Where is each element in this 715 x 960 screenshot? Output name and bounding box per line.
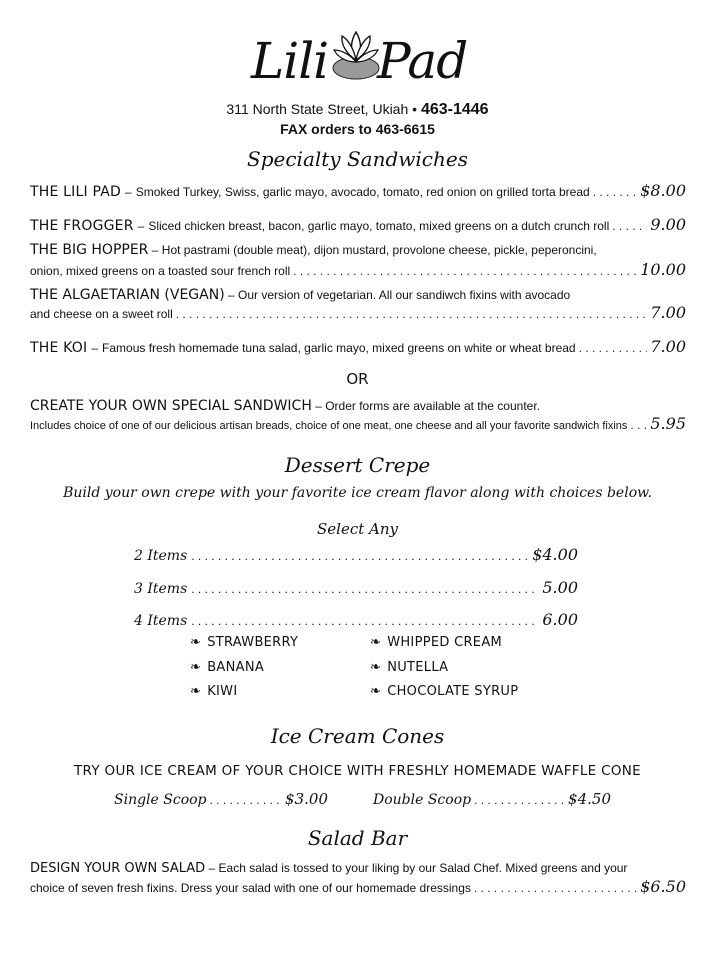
- lotus-flower-icon: [331, 24, 381, 84]
- dot-leader: [191, 614, 538, 628]
- fleuron-bullet-icon: ❧: [190, 684, 202, 699]
- dot-leader: [191, 549, 528, 563]
- dash: –: [125, 185, 132, 199]
- dot-leader: [612, 219, 647, 233]
- single-scoop-line: [114, 790, 328, 808]
- salad-line1: [30, 861, 627, 876]
- phone-number: 463-1446: [420, 101, 489, 118]
- address-line: [0, 101, 715, 119]
- lili-pad-logo: [245, 22, 475, 100]
- item-description-cont: choice of seven fresh fixins. Dress your salad with one of our homemade dressings: [30, 881, 471, 895]
- item-price: $6.50: [640, 877, 686, 896]
- ice-cream-cones-title: Ice Cream Cones: [270, 724, 445, 748]
- fleuron-bullet-icon: ❧: [370, 660, 382, 675]
- item-description-cont: onion, mixed greens on a toasted sour french roll: [30, 264, 291, 278]
- item-name: THE BIG HOPPER: [30, 242, 149, 258]
- tier-price: 6.00: [542, 610, 578, 629]
- item-description: Each salad is tossed to your liking by our Salad Chef. Mixed greens and your: [218, 861, 628, 875]
- dot-leader: [474, 881, 637, 895]
- scoop-price: $3.00: [285, 790, 328, 808]
- topping-label: BANANA: [207, 660, 265, 675]
- fleuron-bullet-icon: ❧: [370, 684, 382, 699]
- fax-line: FAX orders to 463-6615: [280, 121, 435, 137]
- topping-chocolate-syrup: [370, 684, 518, 699]
- dash: –: [315, 399, 326, 413]
- item-price: 5.95: [650, 414, 686, 433]
- item-description: Smoked Turkey, Swiss, garlic mayo, avocado, tomato, red onion on grilled torta bread: [135, 185, 590, 199]
- topping-label: KIWI: [207, 684, 238, 699]
- tier-price: 5.00: [542, 578, 578, 597]
- topping-label: WHIPPED CREAM: [387, 635, 503, 650]
- item-price: 7.00: [650, 337, 686, 356]
- address: 311 North State Street, Ukiah: [226, 101, 409, 117]
- fleuron-bullet-icon: ❧: [190, 635, 202, 650]
- item-name: DESIGN YOUR OWN SALAD: [30, 861, 206, 876]
- menu-item-lili-pad: [30, 181, 686, 200]
- item-name: THE ALGAETARIAN (VEGAN): [30, 287, 225, 303]
- create-your-own-line1: [30, 398, 540, 414]
- create-your-own-line2: [30, 414, 686, 433]
- salad-line2: [30, 877, 686, 896]
- crepe-subtitle: Build your own crepe with your favorite ice cream flavor along with choices below.: [63, 485, 652, 501]
- item-price: 10.00: [640, 260, 686, 279]
- dot-leader: [210, 793, 283, 807]
- dash: –: [137, 219, 145, 233]
- dot-leader: [474, 793, 565, 807]
- item-name: THE LILI PAD: [30, 184, 121, 200]
- dash: –: [151, 243, 162, 257]
- item-price: 9.00: [650, 215, 686, 234]
- logo-word-lili: Lili: [251, 32, 329, 90]
- item-price: 7.00: [650, 303, 686, 322]
- topping-kiwi: [190, 684, 237, 699]
- specialty-sandwiches-title: Specialty Sandwiches: [247, 147, 468, 171]
- dot-leader: [579, 341, 648, 355]
- menu-item-big-hopper-line2: [30, 260, 686, 279]
- waffle-cone-banner: TRY OUR ICE CREAM OF YOUR CHOICE WITH FRESHLY HOMEMADE WAFFLE CONE: [74, 763, 641, 779]
- topping-strawberry: [190, 635, 298, 650]
- dot-leader: [593, 185, 637, 199]
- topping-whipped-cream: [370, 635, 502, 650]
- fleuron-bullet-icon: ❧: [370, 635, 382, 650]
- item-description-cont: Includes choice of one of our delicious artisan breads, choice of one meat, one cheese and all your favorite sandwich fixins: [30, 420, 628, 432]
- tier-price: $4.00: [532, 545, 578, 564]
- or-divider: OR: [346, 370, 369, 388]
- select-any-label: Select Any: [317, 520, 398, 538]
- item-name: THE FROGGER: [30, 218, 134, 234]
- menu-item-algaetarian-line1: [30, 287, 570, 303]
- scoop-label: Single Scoop: [114, 792, 207, 808]
- item-description: Famous fresh homemade tuna salad, garlic mayo, mixed greens on white or wheat bread: [102, 341, 576, 355]
- scoop-price: $4.50: [568, 790, 611, 808]
- dot-leader: [191, 582, 538, 596]
- dash: –: [228, 288, 239, 302]
- menu-item-algaetarian-line2: [30, 303, 686, 322]
- item-name: THE KOI: [30, 340, 88, 356]
- dot-leader: [293, 264, 637, 278]
- crepe-tier-4: [134, 610, 578, 629]
- item-price: $8.00: [640, 181, 686, 200]
- double-scoop-line: [373, 790, 611, 808]
- crepe-tier-2: [134, 545, 578, 564]
- salad-bar-title: Salad Bar: [307, 826, 408, 850]
- item-description-cont: and cheese on a sweet roll: [30, 307, 173, 321]
- menu-item-frogger: [30, 215, 686, 234]
- topping-banana: [190, 660, 264, 675]
- crepe-tier-3: [134, 578, 578, 597]
- menu-item-big-hopper-line1: [30, 242, 597, 258]
- tier-label: 3 Items: [134, 581, 188, 597]
- dash: –: [208, 861, 219, 875]
- item-description: Sliced chicken breast, bacon, garlic mayo, tomato, mixed greens on a dutch crunch roll: [148, 219, 610, 233]
- topping-label: CHOCOLATE SYRUP: [387, 684, 519, 699]
- topping-label: STRAWBERRY: [207, 635, 299, 650]
- logo-word-pad: Pad: [377, 32, 468, 90]
- menu-item-koi: [30, 337, 686, 356]
- scoop-label: Double Scoop: [373, 792, 472, 808]
- fleuron-bullet-icon: ❧: [190, 660, 202, 675]
- dash: –: [91, 341, 99, 355]
- topping-label: NUTELLA: [387, 660, 449, 675]
- tier-label: 2 Items: [134, 548, 188, 564]
- item-name: CREATE YOUR OWN SPECIAL SANDWICH: [30, 398, 312, 414]
- item-description: Hot pastrami (double meat), dijon mustard, provolone cheese, pickle, peperoncini,: [161, 243, 597, 257]
- topping-nutella: [370, 660, 448, 675]
- item-description: Order forms are available at the counter.: [325, 399, 540, 413]
- dessert-crepe-title: Dessert Crepe: [284, 453, 431, 477]
- tier-label: 4 Items: [134, 613, 188, 629]
- dot-separator: •: [412, 101, 421, 117]
- dot-leader: [630, 418, 647, 432]
- item-description: Our version of vegetarian. All our sandiwch fixins with avocado: [238, 288, 571, 302]
- dot-leader: [176, 307, 648, 321]
